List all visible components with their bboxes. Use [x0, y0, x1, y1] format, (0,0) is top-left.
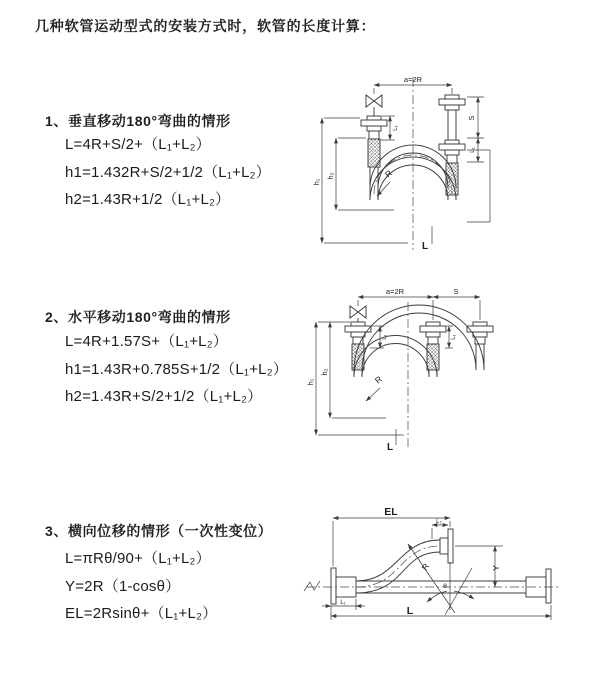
section3-formulas [65, 545, 217, 628]
d2-h1-label: h₁ [306, 378, 315, 386]
formula-EL: EL=2Rsinθ+（L₁+L₂） [65, 605, 218, 622]
section1-formulas [65, 131, 271, 214]
d3-l1-label: L₁ [340, 600, 346, 606]
d2-dim-a2r-label: a=2R [385, 287, 405, 296]
section1-heading: 1、垂直移动180°弯曲的情形 [45, 113, 231, 129]
d2-middle-braid-section [427, 344, 439, 370]
d2-middle-flange [420, 322, 446, 344]
formula-h1: h1=1.432R+S/2+1/2（L₁+L₂） [65, 163, 271, 181]
d1-l1-left-label: L₁ [393, 125, 399, 131]
formula-L3: L=πRθ/90+（L₁+L₂） [65, 550, 211, 567]
valve-icon [366, 95, 382, 107]
d2-dimensions [316, 297, 480, 445]
page-title: 几种软管运动型式的安装方式时，软管的长度计算： [35, 18, 376, 34]
break-mark [304, 581, 320, 591]
d3-right-flange [526, 569, 551, 603]
section3-heading: 3、横向位移的情形（一次性变位） [45, 523, 273, 539]
d1-left-flange [361, 116, 387, 139]
d3-r-label: R [419, 561, 432, 573]
d3-theta-label: θ [443, 583, 447, 590]
d1-right-lower-flange [439, 140, 465, 163]
d1-l-label: L [421, 241, 429, 252]
d1-h1-label: h₁ [312, 178, 321, 186]
d2-h2-label: h₂ [320, 368, 329, 376]
d2-dim-s-label: S [453, 287, 459, 296]
section2-formulas [65, 328, 288, 411]
d3-l2-label: L₂ [436, 519, 442, 525]
vertical-180-bend-diagram [312, 70, 597, 262]
d3-el-label: EL [384, 506, 398, 518]
d2-hose-drawing [345, 305, 493, 377]
d1-right-upper-flange [439, 95, 465, 110]
d2-l1-mid-label: L₁ [451, 334, 457, 340]
formula-L1: L=4R+S/2+（L₁+L₂） [65, 136, 211, 153]
valve-icon [350, 306, 366, 318]
d2-r-label: R [372, 373, 384, 386]
d1-r-label: R [382, 167, 394, 180]
d1-h2-label: h₂ [326, 172, 335, 180]
formula-h1b: h1=1.43R+0.785S+1/2（L₁+L₂） [65, 360, 288, 378]
d3-l-label: L [406, 605, 414, 617]
formula-Y: Y=2R（1-cosθ） [65, 577, 181, 595]
d1-s-label: S [467, 115, 476, 121]
d3-y-label: Y [491, 565, 501, 571]
d1-centerlines [374, 78, 452, 250]
d2-hose-arcs [354, 305, 484, 377]
d1-dim-a2r-label: a=2R [403, 75, 423, 84]
d2-left-flange [345, 322, 371, 344]
formula-L2: L=4R+1.57S+（L₁+L₂） [65, 333, 228, 350]
d2-l-label: L [386, 442, 394, 453]
d3-dimensions [322, 518, 551, 620]
d1-right-braid-section [446, 163, 458, 195]
d2-right-flange [467, 322, 493, 344]
formula-h2: h2=1.43R+1/2（L₁+L₂） [65, 191, 231, 208]
d3-left-flange [331, 568, 356, 604]
d1-l1-right-label: L₁ [470, 147, 476, 153]
formula-h2b: h2=1.43R+S/2+1/2（L₁+L₂） [65, 388, 263, 405]
lateral-displacement-diagram [298, 498, 600, 650]
section2-heading: 2、水平移动180°弯曲的情形 [45, 309, 231, 325]
d1-dimensions [322, 85, 490, 244]
horizontal-180-bend-diagram [306, 282, 600, 464]
d3-upper-flange [440, 529, 453, 563]
d2-l1-left-label: L₁ [382, 334, 388, 340]
